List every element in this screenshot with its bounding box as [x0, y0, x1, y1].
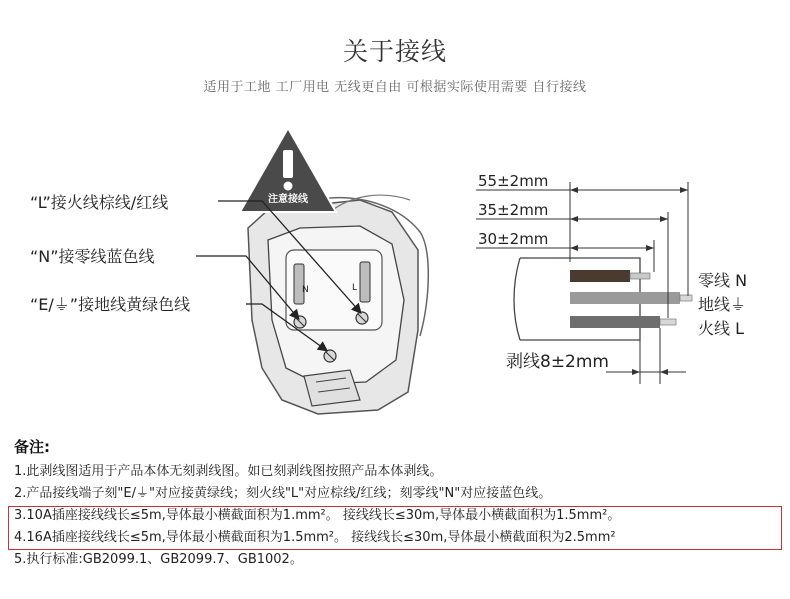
- note-item: 2.产品接线端子刻"E/⏚"对应接黄绿线；刻火线"L"对应棕线/红线；刻零线"N"对应接蓝色线。: [14, 486, 552, 501]
- wire-label-neutral: 零线 N: [698, 271, 748, 290]
- callout-neutral: “N”接零线蓝色线: [30, 247, 155, 266]
- dimension-35: 35±2mm: [478, 201, 549, 219]
- wire-label-live: 火线 L: [698, 319, 745, 338]
- wire-label-earth: 地线⏚: [698, 295, 747, 314]
- notes-section: [14, 436, 784, 571]
- terminal-mark-n: N: [302, 285, 309, 295]
- callout-live: “L”接火线棕线/红线: [30, 193, 169, 212]
- note-item: 5.执行标准:GB2099.1、GB2099.7、GB1002。: [14, 552, 303, 567]
- warning-label: 注意接线: [268, 194, 308, 205]
- terminal-mark-l: L: [352, 283, 358, 293]
- page-title: 关于接线: [342, 37, 447, 66]
- page-subtitle: 适用于工地 工厂用电 无线更自由 可根据实际使用需要 自行接线: [203, 80, 587, 95]
- note-item: 4.16A插座接线线长≤5m,导体最小横截面积为1.5mm²。 接线线长≤30m,导体最小横截面积为2.5mm²: [14, 530, 616, 545]
- callout-earth: “E/⏚”接地线黄绿色线: [30, 295, 191, 314]
- highlight-box: [8, 506, 782, 550]
- dimension-30: 30±2mm: [478, 230, 549, 248]
- note-item: 3.10A插座接线线长≤5m,导体最小横截面积为1.mm²。 接线线长≤30m,导体最小横截面积为1.5mm²。: [14, 508, 621, 523]
- plug-illustration: [248, 195, 428, 414]
- notes-heading: 备注:: [14, 438, 50, 456]
- note-item: 1.此剥线图适用于产品本体无刻剥线图。如已刻剥线图按照产品本体剥线。: [14, 464, 443, 479]
- dimension-55: 55±2mm: [478, 172, 549, 190]
- dimension-strip: 剥线8±2mm: [506, 352, 609, 372]
- cable-diagram: [514, 258, 692, 340]
